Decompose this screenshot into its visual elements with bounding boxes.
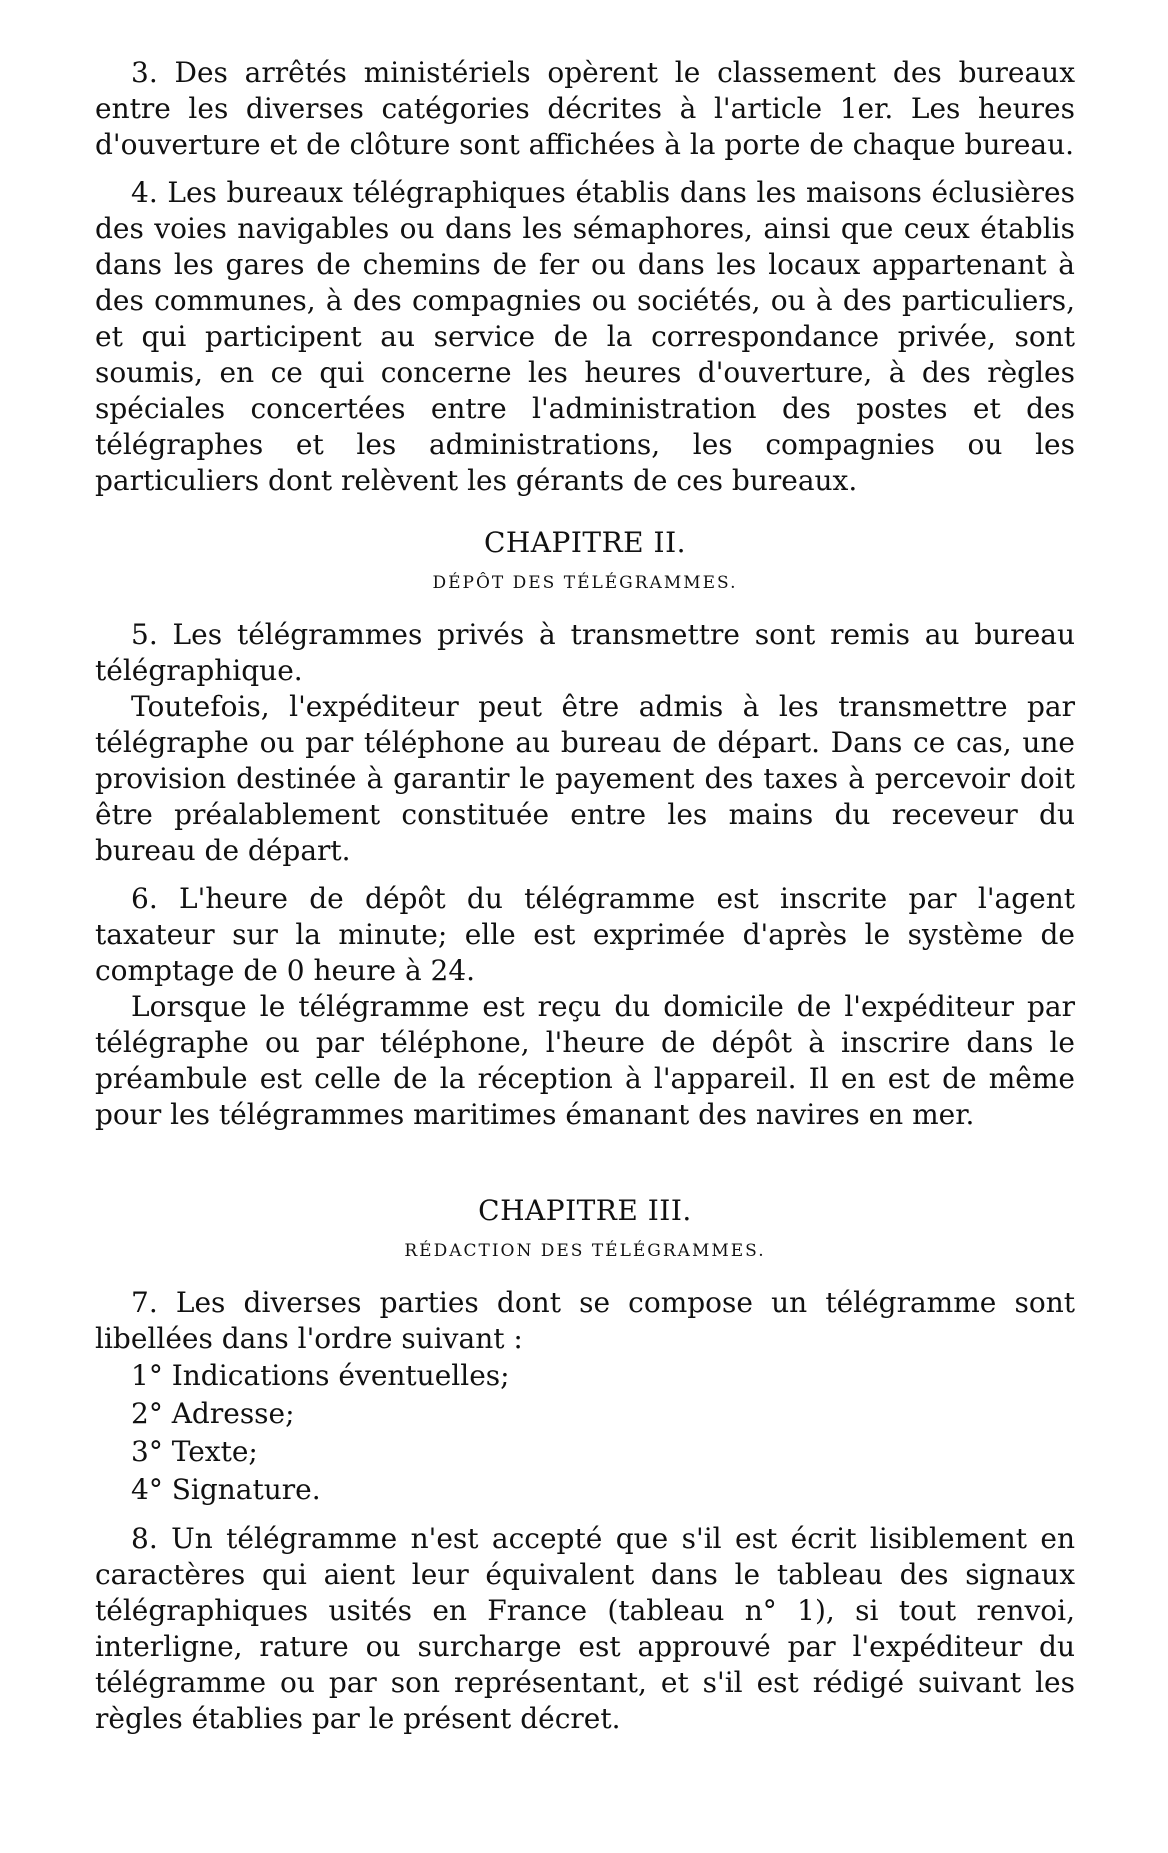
- article-7-list: [95, 1357, 1075, 1509]
- paragraph-article-8: 8. Un télégramme n'est accepté que s'il est écrit lisiblement en caractères qui aient leur équivalent dans le tableau des signaux télégraphiques usités en France (tableau n° 1), si tout renvoi, interligne, rature ou surcharge est approuvé par l'expéditeur du télégramme ou par son représentant, et s'il est rédigé suivant les règles établies par le présent décret.: [95, 1522, 1075, 1735]
- chapter-3-title: CHAPITRE III.: [478, 1194, 692, 1227]
- chapter-2-title: CHAPITRE II.: [483, 526, 687, 559]
- list-item: 2° Adresse;: [131, 1397, 295, 1430]
- paragraph-article-6-continued: Lorsque le télégramme est reçu du domicile de l'expéditeur par télégraphe ou par téléphone, l'heure de dépôt à inscrire dans le préambule est celle de la réception à l'appareil. Il en est de même pour les télégrammes maritimes émanant des navires en mer.: [95, 990, 1075, 1131]
- list-item: 1° Indications éventuelles;: [131, 1359, 510, 1392]
- chapter-2-subtitle: DÉPÔT DES TÉLÉGRAMMES.: [432, 573, 738, 593]
- paragraph-article-6: 6. L'heure de dépôt du télégramme est inscrite par l'agent taxateur sur la minute; elle est exprimée d'après le système de comptage de 0 heure à 24.: [95, 882, 1075, 987]
- paragraph-article-5-continued: Toutefois, l'expéditeur peut être admis à les transmettre par télégraphe ou par téléphone au bureau de départ. Dans ce cas, une provision destinée à garantir le payement des taxes à percevoir doit être préalablement constituée entre les mains du receveur du bureau de départ.: [95, 690, 1075, 867]
- paragraph-article-5: 5. Les télégrammes privés à transmettre sont remis au bureau télégraphique.: [95, 618, 1075, 687]
- document-page: [95, 55, 1075, 1737]
- paragraph-article-3: 3. Des arrêtés ministériels opèrent le classement des bureaux entre les diverses catégories décrites à l'article 1er. Les heures d'ouverture et de clôture sont affichées à la porte de chaque bureau.: [95, 56, 1075, 161]
- list-item: 3° Texte;: [131, 1435, 258, 1468]
- chapter-3-subtitle: RÉDACTION DES TÉLÉGRAMMES.: [404, 1241, 766, 1261]
- paragraph-article-4: 4. Les bureaux télégraphiques établis dans les maisons éclusières des voies navigables ou dans les sémaphores, ainsi que ceux établis dans les gares de chemins de fer ou dans les locaux appartenant à des communes, à des compagnies ou sociétés, ou à des particuliers, et qui participent au service de la correspondance privée, sont soumis, en ce qui concerne les heures d'ouverture, à des règles spéciales concertées entre l'administration des postes et des télégraphes et les administrations, les compagnies ou les particuliers dont relèvent les gérants de ces bureaux.: [95, 176, 1075, 497]
- paragraph-article-7: 7. Les diverses parties dont se compose un télégramme sont libellées dans l'ordre suivant :: [95, 1286, 1075, 1355]
- list-item: 4° Signature.: [131, 1473, 321, 1506]
